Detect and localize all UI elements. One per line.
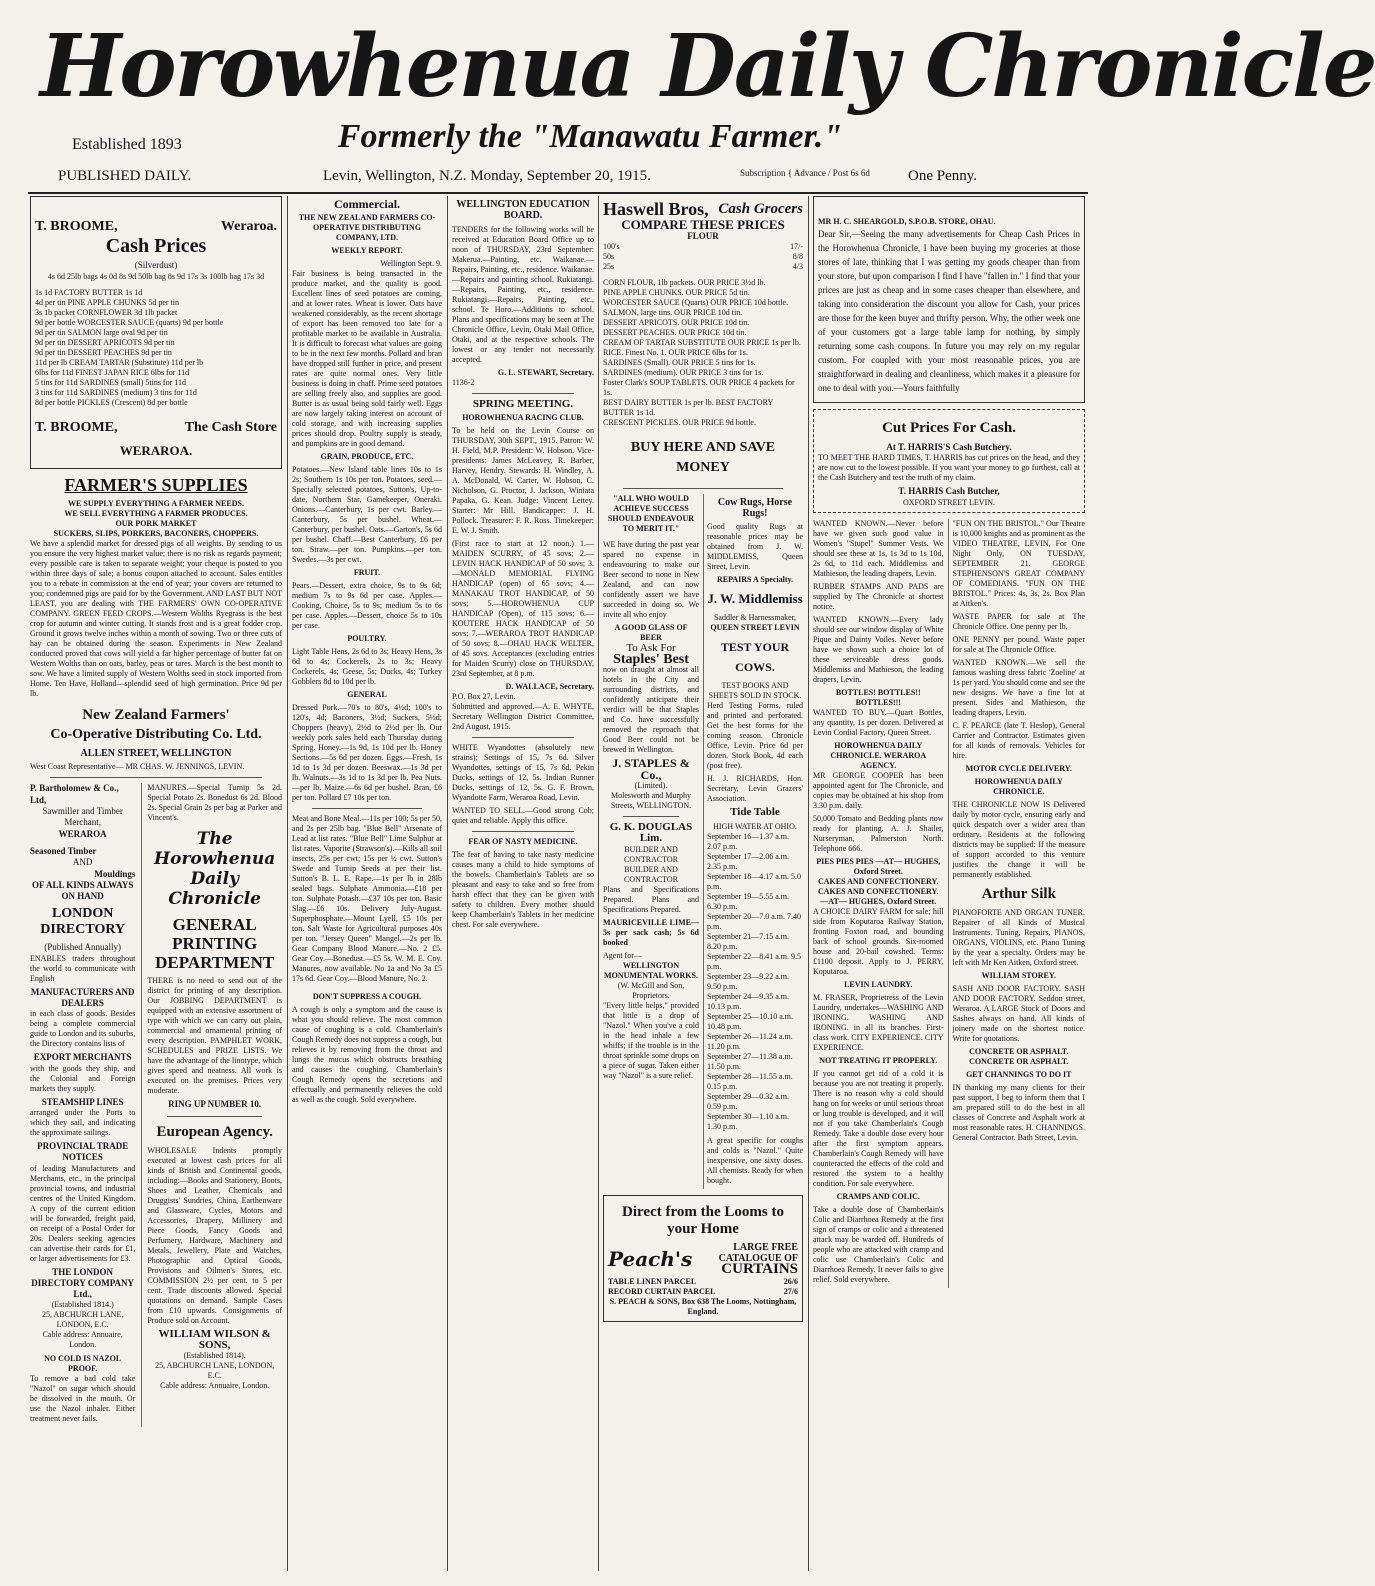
column-2 — [292, 196, 442, 1571]
peach-name: Peach's — [608, 1246, 693, 1271]
staples-body2: now on draught at almost all hotels in the City and surrounding districts, and confidently anticipate their verdict will be that Staples and Co. have successfully removed the reproach that Good Beer could not be brewed in Wellington. — [603, 665, 699, 755]
broome-flour: 4s 6d 25lb bags 4s 0d 8s 9d 50lb bag 8s 9d 17s 3s 100lb bag 17s 3d — [47, 271, 265, 281]
fear-heading: FEAR OF NASTY MEDICINE. — [468, 836, 578, 846]
ld-cable: Cable address: Annuaire, London. — [42, 1330, 123, 1350]
list-item: 9d per tin DESSERT PEACHES 9d per tin — [35, 347, 172, 357]
list-item: OUR PORK MARKET — [115, 519, 197, 529]
nazol-body: To remove a bad cold take "Nazol" on sugar which should be dissolved in the mouth. Or use the Nazol inhaler. Either treatment never fails. — [30, 1374, 136, 1424]
channings-body: IN thanking my many clients for their past support, I beg to inform them that I am prepared still to do the best in all classes of Concrete and Asphalt work at most reasonable rates. H. CHANNINGS. General Contractor. Bath Street, Levin. — [952, 1082, 1085, 1142]
letter-to: MR H. C. SHEARGOLD, S.P.O.B. STORE, OHAU. — [818, 217, 996, 226]
motor-body: THE CHRONICLE NOW IS Delivered daily by motor cycle, ensuring early and quick despatch over a wider area than ordinary. Residents at the following districts may be supplied: If the measure of support accorded to this venture justifies the change it will be permanently established. — [952, 799, 1085, 879]
column-6 — [813, 196, 1085, 1571]
col6-left — [813, 519, 944, 1288]
flour-price: 4/3 — [792, 261, 803, 271]
haswell-header — [603, 199, 803, 219]
ld-body2: in each class of goods. Besides being a complete commercial guide to London and its suburbs, the Directory contains lists of — [30, 1009, 136, 1049]
gp-ring: RING UP NUMBER 10. — [168, 1099, 262, 1110]
list-item: September 23—9.22 a.m. 9.50 p.m. — [707, 971, 789, 991]
hdc-title: The Horowhenua Daily Chronicle — [154, 829, 276, 910]
list-item: 9d per tin DESSERT APRICOTS 9d per tin — [35, 337, 175, 347]
haswell-cash: Cash Grocers — [718, 201, 803, 217]
bart-kinds: OF ALL KINDS ALWAYS ON HAND — [32, 879, 134, 902]
channings-heading: GET CHANNINGS TO DO IT — [966, 1069, 1072, 1079]
formerly-line: Formerly the "Manawatu Farmer." — [337, 118, 843, 155]
peach-parcel2: RECORD CURTAIN PARCEL — [608, 1286, 716, 1296]
general-printing-title: GENERAL PRINTING DEPARTMENT — [155, 915, 275, 973]
list-item: CREAM OF TARTAR SUBSTITUTE OUR PRICE 1s per lb. — [603, 337, 801, 347]
ea-body: WHOLESALE Indents promptly executed at lowest cash prices for all kinds of British and Continental goods, including:—Books and Stationery, Boots, Shoes and Leather, Chemicals and Druggists' Sundries, China, Earthenware and Glassware, Cycles, Motors and Accessories, Drapery, Millinery and Piece Goods, Fancy Goods and Perfumery, Hardware, Machinery and Metals, Jewellery, Plate and Watches, Photographic and Optical Goods, Provisions and Oilmen's Stores, etc. COMMISSION 2½ per cent. to 5 per cent. Trade discounts allowed. Special quotations on demand. Sample Cases from £10 upwards. Consignments of Produce sold on Account. — [147, 1145, 282, 1325]
bristol: "FUN ON THE BRISTOL." Our Theatre is 10,000 knights and as prominent as the VIDEO THEATRE, LEVIN, For One Night Only, ON TUESDAY, SEPTEMBER 21. GEORGE STEPHENSON'S GREAT COMPANY OF COMEDIANS. "FUN ON THE BRISTOL." Prices: 4s, 3s, 2s. Box Plan at Aitken's. — [952, 518, 1085, 608]
weekly-date: Wellington Sept. 9. — [380, 259, 442, 269]
broome-town: Weraroa. — [220, 219, 277, 234]
waste-paper: WASTE PAPER for sale at The Chronicle Office. One penny per lb. — [952, 611, 1085, 631]
storey-heading: WILLIAM STOREY. — [981, 970, 1056, 980]
list-item: September 25—10.10 a.m. 10.48 p.m. — [707, 1011, 793, 1031]
ww-name: WILLIAM WILSON & SONS, — [158, 1327, 271, 1352]
ww-addr: 25, ABCHURCH LANE, LONDON, E.C. — [155, 1361, 275, 1381]
bart-mould: Mouldings — [94, 868, 136, 879]
jwm-addr: QUEEN STREET LEVIN — [710, 623, 800, 633]
staples-glass: A GOOD GLASS OF BEER — [614, 622, 688, 642]
cakes: CAKES AND CONFECTIONERY. CAKES AND CONFECTIONERY. —AT— HUGHES, Oxford Street. — [817, 876, 939, 906]
flour-row — [603, 242, 803, 252]
tide-table: Tide Table — [730, 806, 780, 819]
cut-sub: At T. HARRIS'S Cash Butchery. — [886, 442, 1012, 452]
ld-body4: arranged under the Ports to which they sail, and indicating the approximate sailings. — [30, 1107, 136, 1137]
spring-sub: HOROWHENUA RACING CLUB. — [462, 412, 584, 422]
col5-content — [703, 494, 803, 1189]
plants: 50,000 Tomato and Bedding plants now ready for planting. A. J. Shailer, Nurseryman, Palmerston North. Telephone 666. — [813, 813, 944, 853]
staples-ask: To Ask For — [626, 641, 676, 654]
haswell-compare: COMPARE THESE PRICES — [621, 217, 785, 233]
weekly-body: Fair business is being transacted in the produce market, and the quality is good. Excellent lines of seed potatoes are coming, and at lower rates. Wheat is lower. Oats have weakened considerably, as the recent shortage of export has been removed too late for a profitable market to be available in Australia. It is difficult to forecast what values are going to be in the next few months. Pollard and bran have dropped still further in price, and present rates are quite normal ones. Very little business is doing in chaff. Prime seed potatoes are selling freely also, and supplies are good. Butter is as usual being sold fairly well. Eggs are now largely taking interest on account of cold storage, and with increasing supplies prices should drop. Poultry supply is steady, and pumpkins are in good demand. — [292, 269, 442, 449]
list-item: SARDINES (medium). OUR PRICE 3 tins for 1s. — [603, 367, 764, 377]
nzfc-title: New Zealand Farmers' — [82, 707, 230, 724]
monument-sub: (W. McGill and Son, Proprietors. — [617, 980, 685, 1000]
list-item: RICE. Finest No. 1. OUR PRICE 6lbs for 1s. — [603, 347, 748, 357]
list-item: 5 tins for 11d SARDINES (small) 5tins for 11d — [35, 377, 186, 387]
gp-body: THERE is no need to send out of the district for printing of any description. Our JOBBING DEPARTMENT is equipped with an extensive assortment of type with which we can carry out plain, commercial and ornamental printing of every description. PAMPHLET WORK, SCHEDULES and PRIZE LISTS. We have the advantage of the linotype, which gives speed and neatness. All work is executed on the premises. Prices very moderate. — [147, 976, 282, 1096]
haswell-items — [603, 278, 803, 428]
list-item: September 27—11.38 a.m. 11.50 p.m. — [707, 1051, 793, 1071]
nzfc-title2: Co-Operative Distributing Co. Ltd. — [50, 727, 262, 743]
staples-quote: "ALL WHO WOULD ACHIEVE SUCCESS SHOULD ENDEAVOUR TO MERIT IT." — [607, 493, 695, 533]
list-item: 3s 1b packet CORNFLOWER 3d 1lb packet — [35, 307, 178, 317]
nzfc-rep: West Coast Representative— MR CHAS. W. JENNINGS, LEVIN. — [30, 762, 245, 772]
wel-edu-sig: G. L. STEWART, Secretary. — [497, 367, 594, 377]
nzfc-heading: THE NEW ZEALAND FARMERS CO-OPERATIVE DISTRIBUTING COMPANY, LTD. — [298, 213, 436, 243]
dont-suppress-body: A cough is only a symptom and the cause is what you should relieve. The most common cause of coughing is a cold. Chamberlain's Cough Remedy does not suppress a cough, but relieves it by removing from the throat and lungs the mucus which obstructs breathing and causes the coughing. Chamberlain's Cough Remedy opens the secretions and effectually and permanently relieves the cold as well as the cough. Sold everywhere. — [292, 1005, 442, 1105]
date: Levin, Wellington, N.Z. Monday, September 20, 1915. — [323, 168, 651, 184]
motor-sub: HOROWHENUA DAILY CHRONICLE. — [974, 776, 1063, 796]
haswell-banner: BUY HERE AND SAVE MONEY — [630, 439, 776, 475]
broome-name: T. BROOME, — [35, 219, 118, 234]
list-item: 1s 1d FACTORY BUTTER 1s 1d — [35, 287, 143, 297]
wanted-known-3: WANTED KNOWN.—We sell the famous washing dress fabric 'Zoeline' at 1s per yard. You should come and see the new designs. We have a fine lot at present. Sides and Mathieson, the leading drapers, Levin. — [952, 657, 1085, 717]
lower-col1 — [30, 783, 282, 1427]
nazol2: "Every little helps," provided that little is a drop of "Nazol." When you've a cold in the head inhale a few whiffs; if the trouble is in the throat sprinkle some drops on a piece of sugar. Taken either way "Nazol" is a sure relief. — [603, 1000, 699, 1080]
list-item: WE SELL EVERYTHING A FARMER PRODUCES. — [64, 509, 248, 519]
flour-size: 100's — [603, 241, 620, 251]
list-item: September 22—8.41 a.m. 9.5 p.m. — [707, 951, 801, 971]
tide-sub: HIGH WATER AT OHIO. — [713, 821, 797, 831]
list-item: BEST DAIRY BUTTER 1s per lb. BEST FACTORY BUTTER 1s 1d. — [603, 397, 773, 417]
farmers-lines — [30, 499, 282, 539]
poultry-body: Light Table Hens, 2s 6d to 3s; Heavy Hens, 3s 6d to 4s; Cockerels, 2s to 3s; Heavy Cockerels, 4s; Geese, 5s; Ducks, 4s; Turkey Gobblers 8d to 10d per lb. — [292, 647, 442, 687]
cut-sig: T. HARRIS Cash Butcher, — [898, 486, 1000, 497]
list-item: DESSERT APRICOTS. OUR PRICE 10d tin. — [603, 317, 750, 327]
london-directory-title: LONDON DIRECTORY — [40, 906, 126, 938]
col6-lower — [813, 519, 1085, 1288]
direct-from-looms: Direct from the Looms to your Home — [622, 1203, 784, 1237]
list-item: WORCESTER SAUCE (Quarts) OUR PRICE 10d bottle. — [603, 297, 789, 307]
list-item: 4d per tin PINE APPLE CHUNKS 5d per tin — [35, 297, 179, 307]
col4-lower — [603, 494, 803, 1189]
bart-timber: Seasoned Timber — [30, 845, 97, 856]
jwm-name: J. W. Middlemiss — [707, 591, 803, 607]
list-item: SUCKERS, SLIPS, PORKERS, BACONERS, CHOPPERS. — [53, 529, 259, 539]
ww-est: (Established 1814). — [183, 1351, 246, 1361]
list-item: SARDINES (Small). OUR PRICE 5 tins for 1s. — [603, 357, 756, 367]
newspaper-title: Horowhenua Daily Chronicle — [40, 16, 1375, 117]
flour-price: 8/8 — [792, 251, 803, 261]
staples-ad — [603, 494, 699, 1189]
col-sep — [287, 196, 288, 1571]
column-1 — [30, 196, 282, 1571]
flour-row — [603, 252, 803, 262]
wanted-known-1: WANTED KNOWN.—Never before have we given such good value in Women's "Stupel" Summer Vests. We should see these at 1s, 1s 3d to 1s 10d, 2s 6d, to 11d each. Middlemiss and Mathieson, the leading drapers, Levin. — [813, 518, 944, 578]
flour-size: 25s — [603, 261, 615, 271]
one-penny: ONE PENNY per pound. Waste paper for sale at The Chronicle Office. — [952, 634, 1085, 654]
ld-manufacturers: MANUFACTURERS AND DEALERS — [30, 986, 135, 1009]
motor-heading: MOTOR CYCLE DELIVERY. — [965, 763, 1072, 773]
broome-footer-town: WERAROA. — [119, 442, 193, 458]
peach-parcel2-price: 27/6 — [783, 1286, 798, 1296]
staples-body: WE have during the past year spared no expense in endeavouring to make our Beer second to none in New Zealand, and can now confidently assert we have succeeded in doing so. We invite all who enjoy — [603, 539, 699, 619]
pies: PIES PIES PIES —AT— HUGHES, Oxford Street. — [816, 856, 941, 876]
haswell-name: Haswell Bros, — [603, 199, 709, 219]
divider — [623, 488, 783, 489]
bart-name: P. Bartholomew & Co., Ltd, — [30, 783, 119, 805]
published-daily: PUBLISHED DAILY. — [58, 168, 192, 184]
peach-parcel1: TABLE LINEN PARCEL — [608, 1276, 697, 1286]
subscription: Subscription { Advance / Post 6s 6d — [740, 168, 870, 178]
established: Established 1893 — [72, 136, 182, 153]
spring-approved: Submitted and approved.—A. E. WHYTE, Secretary Wellington District Committee, 2nd August, 1915. — [452, 701, 594, 731]
list-item: 3 tins for 11d SARDINES (medium) 3 tins for 11d — [35, 387, 197, 397]
peach-addr: S. PEACH & SONS, Box 638 The Looms, Nottingham, England. — [609, 1296, 797, 1316]
monument-agent: Agent for— — [603, 950, 642, 960]
test-body: Herd Testing Forms, ruled and printed and perforated. Get the best forms for the coming season. Chronicle Office, Levin. Price 6d per dozen. Stock Book, 4d each (post free). — [707, 701, 803, 771]
cow-body: Good quality Rugs at reasonable prices may be obtained from J. W. MIDDLEMISS, Queen Street, Levin. — [707, 522, 803, 572]
sheargold-letter — [813, 196, 1085, 403]
flour-size: 50s — [603, 251, 615, 261]
peach-large: LARGE FREE CATALOGUE OF — [718, 1241, 798, 1265]
column-4 — [603, 196, 803, 1571]
list-item: September 30—1.10 a.m. 1.30 p.m. — [707, 1111, 789, 1131]
list-item: September 24—9.35 a.m. 10.13 p.m. — [707, 991, 789, 1011]
letter-body: Dear Sir,—Seeing the many advertisements for Cheap Cash Prices in the Horowhenua Chronicle, I have been buying my groceries at those stores of late, thinking that I was getting my goods cheaper than from your store, but upon comparison I find I have "fallen in." I find that your prices are just as cheap and in some cases cheaper than elsewhere, and taking into consideration the discount you allow for Cash, your prices are those for the keen buyer and thrifty person. Why, the other week one of your customers got a large table lamp for nothing, by simply returning some cash coupons. In future you may rely on my regular custom. For coupled with your most reasonable prices, you are straightforward in dealing and cleanliness, which makes it a pleasure for one to deal with you.—Yours faithfully — [818, 229, 1080, 393]
list-item: 11d per lb CREAM TARTAR (Substitute) 11d per lb — [35, 357, 204, 367]
ld-body5: of leading Manufacturers and Merchants, etc., in the principal provincial towns, and industrial centres of the United Kingdom. A copy of the current edition will be forwarded, freight paid, on receipt of a Postal Order for 20s. Dealers seeking agencies can advertise their cards for £1, or larger advertisements for £3. — [30, 1163, 136, 1263]
spring-po: P.O. Box 27, Levin. — [452, 691, 516, 701]
wel-edu-no: 1136-2 — [452, 377, 475, 387]
general-body: Dressed Pork.—70's to 80's, 4½d; 100's to 120's, 4d; Baconers, 3½d; Suckers, 5½d; Choppers (heavy), 2½d to 2½d per lb. Our weekly pork sales held each Thursday during Spring. Honey.—1s 9d, 1s 10d per lb. Honey Sections.—5s 6d per dozen. Eggs.—Fresh, 1s 1d to 1s 3d per dozen. Beeswax.—1s 3d per lb. Walnuts.—3s 1d to 1s 3d per lb. Pea Nuts.—per lb. Maize.—6s 6d per bushel. Bran, £6 per ton. Pollard £7 10s per ton. — [292, 703, 442, 803]
arthur-silk: Arthur Silk — [981, 885, 1056, 902]
douglas-name: G. K. DOUGLAS Lim. — [609, 821, 693, 845]
grain-heading: GRAIN, PRODUCE, ETC. — [320, 452, 414, 462]
cramps-heading: CRAMPS AND COLIC. — [836, 1191, 920, 1201]
rubber-stamps: RUBBER STAMPS AND PADS are supplied by The Chronicle at shortest notice. — [813, 581, 944, 611]
spring-body: To be held on the Levin Course on THURSDAY, 30th SEPT., 1915. Patron: W. H. Field, M.P. President: W. Hobson. Vice-presidents: James McLeavey, R. Barber, Harvey, Hendry. Stewards: H. Windley, A. A. McDonald, W. Carter, W. Hobson, C. Nicholson, G. Proctor, J. Jackson, Winiata Papaka, G. Kean. Judge: Vincent Lettey. Starter: Mr Hill. Handicapper: J. H. Pollock. Treasurer: F. R. Ross. Timekeeper: E. W. J. Smith. — [452, 425, 594, 535]
wyandottes: WHITE Wyandottes (absolutely new strains); Settings of 15, 7s 6d. Silver Wyandottes, settings of 15, 7s 6d. Pekin Ducks, settings of 12, 5s. Indian Runner Ducks, settings of 12, 5s. G. F. Brown, Wyandotte Farm, Weraroa Road, Levin. — [452, 742, 594, 802]
column-3 — [452, 196, 594, 1571]
list-item: September 28—11.55 a.m. 0.15 p.m. — [707, 1071, 793, 1091]
ld-body: ENABLES traders throughout the world to communicate with English — [30, 953, 136, 983]
concrete: CONCRETE OR ASPHALT. CONCRETE OR ASPHALT. — [969, 1046, 1069, 1066]
col-sep — [447, 196, 448, 1571]
hdc-body: MR GEORGE COOPER has been appointed agent for The Chronicle, and copies may be obtained at his shop from 3.30 p.m. daily. — [813, 770, 944, 810]
list-item: September 21—7.15 a.m. 8.20 p.m. — [707, 931, 789, 951]
divider — [472, 831, 574, 832]
peach-curtains: CURTAINS — [721, 1261, 798, 1278]
list-item: PINE APPLE CHUNKS. OUR PRICE 5d tin. — [603, 287, 750, 297]
monument-name: WELLINGTON MONUMENTAL WORKS. — [604, 960, 698, 980]
staples-addr: Molesworth and Murphy Streets, WELLINGTON. — [610, 791, 692, 811]
ld-address: 25, ABCHURCH LANE, LONDON, E.C. — [42, 1310, 124, 1330]
price: One Penny. — [908, 168, 978, 184]
douglas-sub2: BUILDER AND CONTRACTOR — [623, 864, 679, 884]
broome-sub: (Silverdust) — [134, 260, 178, 271]
ld-provincial: PROVINCIAL TRADE NOTICES — [37, 1140, 129, 1163]
ld-body3: with the goods they ship, and the Colonial and Foreign markets they supply. — [30, 1063, 136, 1093]
laundry-heading: LEVIN LAUNDRY. — [844, 979, 913, 989]
not-treating-heading: NOT TREATING IT PROPERLY. — [819, 1055, 938, 1065]
list-item: 9d per bottle WORCESTER SAUCE (quarts) 9d per bottle — [35, 317, 224, 327]
ld-export: EXPORT MERCHANTS — [33, 1052, 132, 1063]
not-treating: If you cannot get rid of a cold it is because you are not treating it properly. There is no reason why a cold should hang on for weeks or until serious throat or lung trouble is developed, and it will not if you take Chamberlain's Cough Remedy. Take a double dose every hour after the first symptom appears. Chamberlain's Cough Remedy will have counteracted the effects of the cold and restored the system to a healthy condition. For sale everywhere. — [813, 1068, 944, 1188]
ld-company: THE LONDON DIRECTORY COMPANY Ltd., — [31, 1266, 135, 1300]
ld-published: (Published Annually) — [44, 942, 122, 953]
list-item: September 29—0.32 a.m. 0.59 p.m. — [707, 1091, 789, 1111]
haswell-flour-table — [603, 242, 803, 272]
bart-sub: Sawmiller and Timber Merchant, — [42, 806, 123, 828]
pearce: C. F. PEARCE (late T. Heslop), General Carrier and Contractor. Estimates given for all kinds of removals. Vehicles for hire. — [952, 720, 1085, 760]
list-item: DESSERT PEACHES. OUR PRICE 10d tin. — [603, 327, 747, 337]
harris-ad — [813, 409, 1085, 513]
list-item: SALMON, large tins. OUR PRICE 10d tin. — [603, 307, 743, 317]
dont-suppress-heading: DON'T SUPPRESS A COUGH. — [312, 992, 422, 1002]
farmers-body: We have a splendid market for dressed pigs of all weights. By sending to us you ensure the very highest market value; there is no risk as regards payment; every possible care is taken to separate weight; your cheque is posted to you within three days of sale; a bonus coupon attached to account. Sales entitles you to a rebate in commission at the end of year; your covers are returned to you; condemned pigs are paid for by the Government. AND LAST BUT NOT LEAST, you are dealing with THE FARMERS' OWN CO-OPERATIVE COMPANY. GREEN FEED CROPS.—Western Wolths Ryegrass is the best crop for autumn and winter cutting. It stands frost and is a great fodder crop. Ground it grows twelve inches within a month of sowing. Two or three cuts of hay can be obtained during the season. Experiments in New Zealand conducted proved that cows will yield a far higher percentage of butter fat on Western Wolths than on oats, barley, peas or tares. March is the best month to sow. We have a limited supply of Western Wolths seed in stock imported from Home. Ten Have, Holland—splendid seed of high germination. Price 9d per lb. — [30, 539, 282, 699]
bart-and: AND — [72, 857, 93, 868]
hdc-agency: HOROWHENUA DAILY CHRONICLE. WERAROA AGENCY. — [830, 740, 927, 770]
bartholomew-ad — [30, 783, 135, 1427]
cramps: Take a double dose of Chamberlain's Colic and Diarrhoea Remedy at the first sign of cramps or colic and a threatened attack may be warded off. Hundreds of people who are attacked with cramp and colic use Chamberlain's Colic and Diarrhoea Remedy. It never fails to give relief. Sold everywhere. — [813, 1204, 944, 1284]
col-sep — [808, 196, 809, 1571]
divider — [50, 777, 262, 778]
cow-rugs: Cow Rugs, Horse Rugs! — [717, 496, 793, 520]
list-item: CORN FLOUR, 1lb packets. OUR PRICE 3½d lb. — [603, 277, 766, 287]
divider — [167, 1116, 262, 1117]
manures-body: MANURES.—Special Turnip 5s 2d. Special Potato 2s. Bonedust 6s 2d. Blood 2s. Special Grain 2s per bag at Parker and Vincent's. — [147, 783, 282, 823]
list-item: September 26—11.24 a.m. 11.20 p.m. — [707, 1031, 793, 1051]
ld-steamship: STEAMSHIP LINES — [41, 1096, 124, 1107]
laundry-body: M. FRASER, Proprietress of the Levin Laundry, undertakes—WASHING AND IRONING. WASHING AND IRONING. in all its branches. First-class work. CITY EXPERIENCE. CITY EXPERIENCE. — [813, 992, 944, 1052]
divider — [623, 816, 679, 817]
tide-footer: A great specific for coughs and colds is "Nazol." Quite inexpensive, one sixty doses. All chemists. Ready for when bought. — [707, 1135, 803, 1185]
peach-ad — [603, 1195, 803, 1322]
commercial-col2a — [141, 783, 282, 1427]
european-agency: European Agency. — [156, 1123, 273, 1140]
wanted-to-buy: WANTED TO BUY.—Quart Bottles, any quantity, 1s per dozen. Delivered at Levin Cordial Factory, Queen Street. — [813, 707, 944, 737]
broome-headline: Cash Prices — [105, 235, 207, 258]
list-item: 8d per bottle PICKLES (Crescent) 8d per bottle — [35, 397, 188, 407]
staples-ltd: (Limited). — [634, 781, 668, 791]
list-item: September 16—1.37 a.m. 2.07 p.m. — [707, 831, 789, 851]
broome-footer-right: The Cash Store — [184, 419, 277, 435]
test-cows: TEST YOUR COWS. — [720, 640, 790, 675]
ld-est: (Established 1814.) — [51, 1300, 114, 1310]
broome-ad — [30, 196, 282, 469]
bottles: BOTTLES! BOTTLES!! BOTTLES!!! — [835, 687, 921, 707]
market-body: Meat and Bone Meal.—11s per 100; 5s per 50, and 2s per 25lb bag. "Blue Bell" Arsenate of Lead at list rates. "Blue Bell" Lime Sulphur at list rates. Vaporite (Strawson's).—Kills all soil insects, 25s per cwt; 15s per ½ cwt. Sutton's Swede and Turnip Seeds at per their list. Sutton's B. L. E. Rape.—1s per lb in 28lb sealed bags. Sulphate Ammonia.—£18 per ton. Sulphate Potash.—£37 10s per ton. Basic Slag.—£6 10s. Delivery July-August. Superphosphate.—Mount Lyell, £5 10s per ton. Salt Waste for Agricultural purposes 40s per ton. "Jersey Queen" Mangel.—2s per lb. Gear Company Blood Manure.—No. 2 £5. Gear Coy.—Bonedust.—£5 5s. W. M. E. Coy. Manures, now available. No 1a and No 3a £5 17s 6d. Gear Coy.—Blood Manure, No. 2. — [292, 814, 442, 984]
spring-sig: D. WALLACE, Secretary. — [505, 681, 594, 691]
fruit-body: Pears.—Dessert, extra choice, 9s to 9s 6d; medium 7s to 9s 6d per case. Apples.—Cooking, Choice, 5s to 9s; medium 5s to 6s per case. Apples.—Dessert, choice 5s to 10s per case. — [292, 581, 442, 631]
storey-body: SASH AND DOOR FACTORY. SASH AND DOOR FACTORY. Seddon street, Weraroa. A LARGE Stock of Doors and Sashes always on hand. All kinds of joinery made on the shortest notice. Write for quotations. — [952, 983, 1085, 1043]
divider — [312, 808, 422, 809]
list-item: September 20—7.0 a.m. 7.40 p.m. — [707, 911, 801, 931]
cut-prices: Cut Prices For Cash. — [882, 420, 1016, 436]
divider — [472, 393, 574, 394]
ww-cable: Cable address: Annuaire, London. — [160, 1381, 270, 1391]
silk-body: PIANOFORTE AND ORGAN TUNER. Repairer of all Kinds of Musical Instruments. Tuning, Repairs, PIANOS, ORGANS, VIOLINS, etc. Piano Tuning by the year a specialty. Orders may be left with Mr Ken Aitken, Oxford street. — [952, 907, 1085, 967]
wel-edu-body: TENDERS for the following works will be received at Education Board Office up to noon of THURSDAY, 23rd September: Makerua.—Painting, etc. Waikanae.—Repairs, Painting, etc., residence. Waikanae.—Repairs and painting school. Rukiatangi.—Repairs, Painting, etc., residence. Rukiatangi.—Repairs, Painting, etc., school. Te Horo.—Additions to school. Plans and specifications may be seen at The Chronicle Office, Levin, Otaki Mail Office, Otaki, and at the respective schools. The lowest or any tender not necessarily accepted. — [452, 224, 594, 364]
lime: MAURICEVILLE LIME—5s per sack cash; 5s 6d booked — [603, 917, 699, 947]
top-rule — [28, 192, 1088, 194]
commercial-title: Commercial. — [333, 197, 401, 211]
broome-price-list — [35, 288, 277, 408]
haswell-flour: FLOUR — [687, 230, 719, 241]
test-sub: TEST BOOKS AND SHEETS SOLD IN STOCK. — [708, 681, 802, 701]
wanted-known-2: WANTED KNOWN.—Every lady should see our window display of White Pique and Dainty Voiles. Never before have we shown such a choice lot of these serviceable dress goods. Middlemiss and Mathieson, the leading drapers, Levin. — [813, 614, 944, 684]
cow-repairs: REPAIRS A Specialty. — [716, 575, 794, 585]
nzfc-address: ALLEN STREET, WELLINGTON — [80, 748, 232, 760]
col6-right — [948, 519, 1085, 1288]
list-item: 9d per tin SALMON large oval 9d per tin — [35, 327, 168, 337]
cut-addr: OXFORD STREET LEVIN. — [902, 497, 996, 507]
grain-body: Potatoes.—New Island table lines 10s to 1s 2s; Southern 1s 10s per ton. Potatoes, seed.—Specially selected potatoes, Sutton's, Up-to-date, Northern Star, Gamekeeper, Oneraki. Onions.—Canterbury, 1s per cwt. Barley.—Canterbury, 5s per bushel. Wheat.—Canterbury, per bushel. Oats.—Garton's, 5s 6d per bushel. Chaff.—Best Canterbury, £6 per ton. Straw.—per ton. Pumpkins.—per ton. Swedes.—3s per cwt. — [292, 465, 442, 565]
flour-price: 17/- — [790, 241, 803, 251]
list-item: CRESCENT PICKLES. OUR PRICE 9d bottle. — [603, 417, 756, 427]
list-item: September 19—5.55 a.m. 6.30 p.m. — [707, 891, 789, 911]
cut-body: TO MEET THE HARD TIMES, T. HARRIS has cut prices on the head, and they are now cut to the lowest possible. If you want your money to go furthest, call at the Cash Butchery and test the truth of my claim. — [818, 453, 1080, 483]
dairy-farm: A CHOICE DAIRY FARM for sale; hill side from Koputaroa Railway Station, fronting Foxton road, and bounding back of school grounds. Six-roomed house and 20-bail cowshed. Terms: £1100 deposit. Apply to J. PERRY, Koputaroa. — [813, 906, 944, 976]
spring-races: (First race to start at 12 noon.) 1.—MAIDEN SCURRY, of 45 sovs; 2.—LEVIN HACK HANDICAP of 50 sovs; 3.—MONALD MEMORIAL FLYING HANDICAP (open) of 65 sovs; 4.—MANAKAU TROT HANDICAP, of 50 sovs; 5.—HOROWHENUA CUP HANDICAP (Open), of 115 sovs; 6.—KOUTERE HACK HANDICAP of 50 sovs; 7.—WERAROA TROT HANDICAP of 50 sovs; 8.—OHAU HACK WELTER, of 45 sovs. Acceptances (excluding entries for Maiden Scurry) close on THURSDAY, 23rd September, at 8 p.m. — [452, 538, 594, 678]
staples-name: J. STAPLES & Co., — [612, 756, 690, 782]
list-item: 6lbs for 11d FINEST JAPAN RICE 6lbs for 11d — [35, 367, 190, 377]
weekly-report: WEEKLY REPORT. — [331, 246, 403, 256]
general-heading: GENERAL — [347, 690, 387, 700]
fear-body: The fear of having to take nasty medicine causes many a child to hide symptoms of the bowels. Chamberlain's Tablets are so pleasant and easy to take and so free from harsh effect that they can be given with safety to children. Every mother should keep Chamberlain's Tablets in her medicine chest. For sale everywhere. — [452, 849, 594, 929]
tide-rows — [707, 832, 803, 1132]
douglas-plans: Plans and Specifications Prepared. Plans and Specifications Prepared. — [603, 884, 699, 914]
test-sig: H. J. RICHARDS, Hon. Secretary, Levin Grazers' Association. — [707, 774, 803, 804]
flour-row — [603, 262, 803, 272]
poultry-heading: POULTRY. — [347, 634, 387, 644]
spring-meeting: SPRING MEETING. — [472, 397, 574, 410]
staples-best: Staples' Best — [613, 652, 689, 668]
douglas-sub: BUILDER AND CONTRACTOR — [623, 844, 679, 864]
list-item: Foster Clark's SOUP TABLETS. OUR PRICE 4 packets for 1s. — [603, 377, 795, 397]
bart-town: WERAROA — [58, 828, 107, 839]
farmers-title: FARMER'S SUPPLIES — [64, 475, 248, 496]
list-item: September 17—2.06 a.m. 2.35 p.m. — [707, 851, 789, 871]
broome-footer-left: T. BROOME, — [35, 419, 118, 435]
wanted-to-sell: WANTED TO SELL.—Good strong Cob; quiet and reliable. Apply this office. — [452, 805, 594, 825]
divider — [472, 737, 574, 738]
jwm-sub: Saddler & Harnessmaker, — [713, 613, 797, 623]
col-sep — [598, 196, 599, 1571]
dateline-bar — [28, 168, 1088, 190]
peach-parcel1-price: 26/6 — [783, 1276, 798, 1286]
list-item: WE SUPPLY EVERYTHING A FARMER NEEDS. — [68, 499, 244, 509]
list-item: September 18—4.17 a.m. 5.0 p.m. — [707, 871, 801, 891]
wel-edu-heading: WELLINGTON EDUCATION BOARD. — [456, 199, 590, 222]
fruit-heading: FRUIT. — [353, 568, 381, 578]
nazol-title: NO COLD IS NAZOL PROOF. — [44, 1354, 122, 1374]
